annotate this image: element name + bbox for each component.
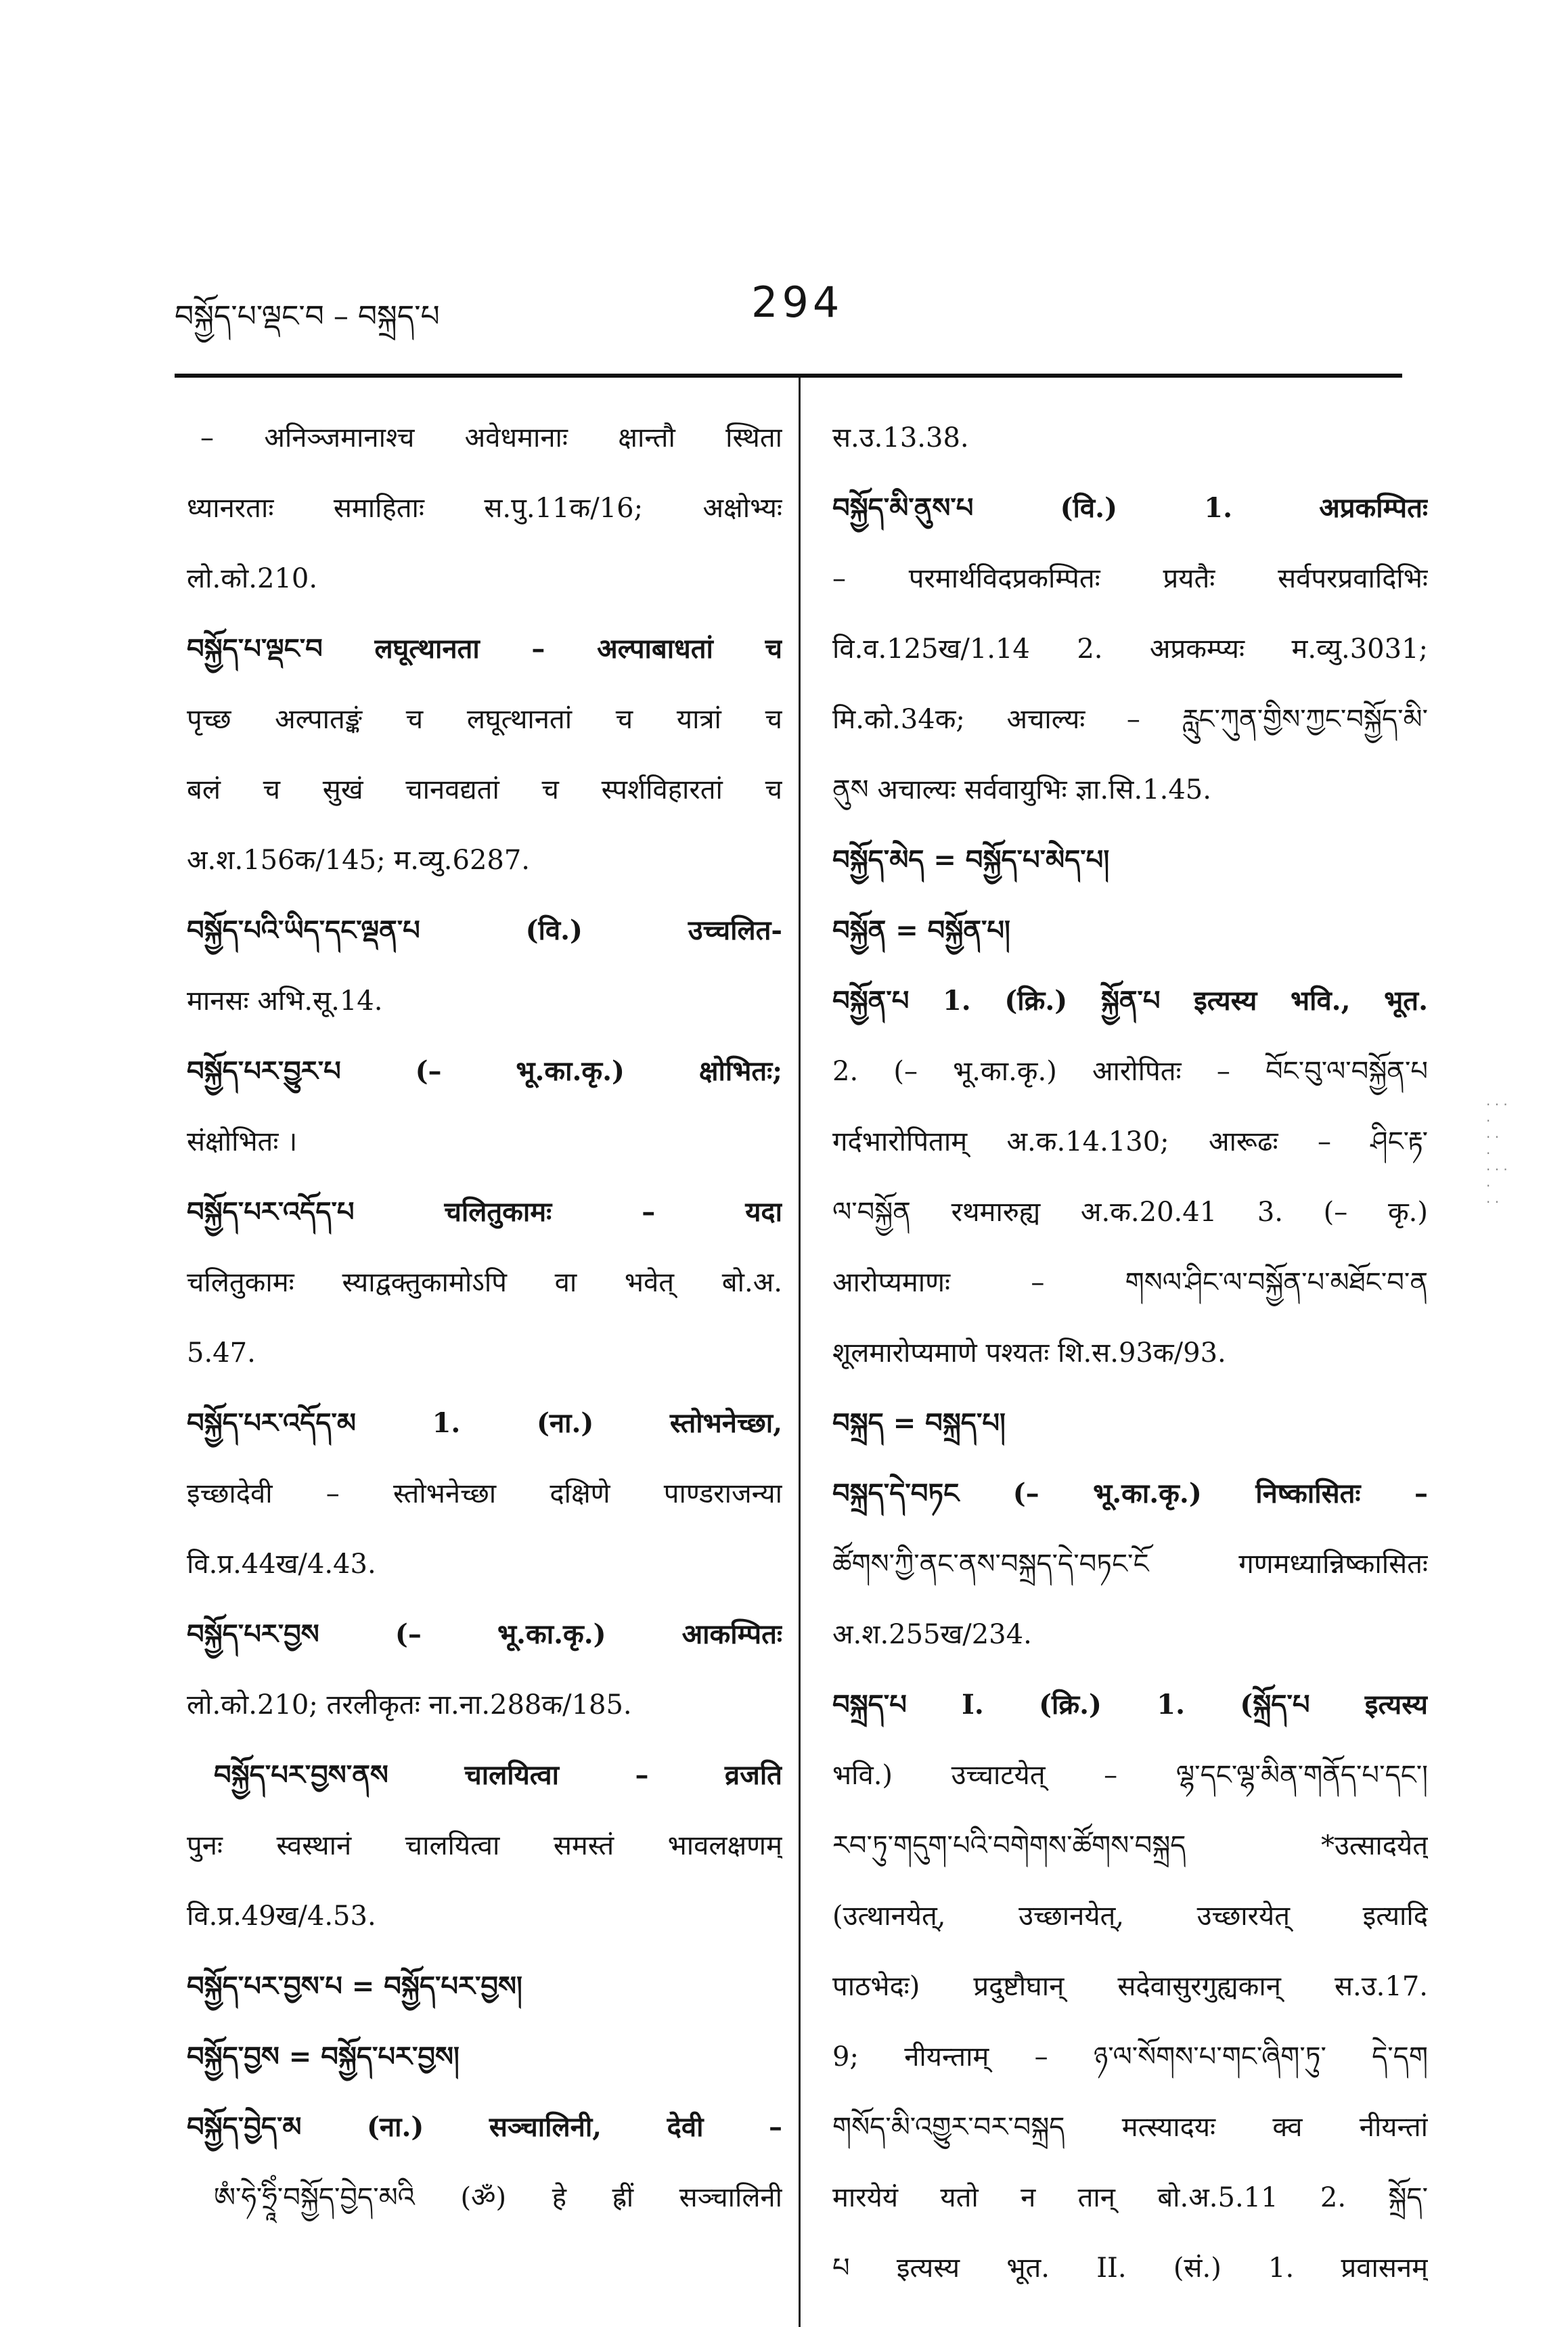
entry-line: वि.व.125ख/1.14 2. अप्रकम्प्यः म.व्यु.3031; [832, 634, 1428, 665]
entry-headword-line: བསྐྱོན་པ 1. (क्रि.) སྐྱོན་པ इत्यस्य भवि., भूत. [832, 985, 1428, 1017]
scan-speckles: · · · · · · · · · · · · · [1486, 1096, 1508, 1210]
entry-headword-line: བསྐྱོད་མི་ནུས་པ (वि.) 1. अप्रकम्पितः [832, 492, 1428, 524]
entry-headword-line: བསྐྱོད་པར་བྱས (– भू.का.कृ.) आकम्पितः [187, 1618, 782, 1650]
entry-headword-line: བསྐྲད་པ I. (क्रि.) 1. (སྐྲོད་པ इत्यस्य [832, 1689, 1428, 1721]
entry-headword-line: བསྐྱོད་པར་བྱས་པ = བསྐྱོད་པར་བྱས། [187, 1970, 522, 2002]
entry-headword-line: བསྐྱོད་མེད = བསྐྱོད་པ་མེད་པ། [832, 844, 1110, 876]
entry-line: པ इत्यस्य भूत. II. (सं.) 1. प्रवासनम् [832, 2253, 1428, 2284]
entry-headword-line: བསྐྱོད་པར་འདོད་པ चलितुकामः – यदा [187, 1196, 782, 1228]
entry-line: གསོད་མི་འགྱུར་བར་བསྐྲད मत्स्यादयः क्व नीयन्तां [832, 2112, 1428, 2143]
entry-line: (उत्थानयेत्, उच्छानयेत्, उच्छारयेत् इत्यादि [832, 1901, 1428, 1932]
entry-headword-line: བསྐྲད = བསྐྲད་པ། [832, 1407, 1006, 1439]
entry-headword-line: བསྐྱོད་པའི་ཡིད་དང་ལྡན་པ (वि.) उच्चलित- [187, 914, 782, 946]
entry-line: इच्छादेवी – स्तोभनेच्छा दक्षिणे पाण्डराजन्या [187, 1478, 782, 1509]
entry-line: རབ་ཏུ་གདུག་པའི་བགེགས་ཚོགས་བསྐྲད *उत्सादयेत् [832, 1830, 1428, 1861]
entry-line: भवि.) उच्चाटयेत् – ལྷ་དང་ལྷ་མིན་གནོད་པ་དང་། [832, 1760, 1428, 1791]
entry-line: ཚོགས་ཀྱི་ནང་ནས་བསྐྲད་དེ་བཏང་ངོ गणमध्यान्निष्कासितः [832, 1549, 1428, 1580]
entry-line: स.उ.13.38. [832, 422, 969, 453]
entry-line: वि.प्र.44ख/4.43. [187, 1549, 376, 1580]
entry-line: 5.47. [187, 1337, 256, 1369]
column-divider [799, 378, 801, 2327]
entry-line: ཨཾ་ཧེ་ཧྲཱིཾ་བསྐྱོད་བྱེད་མའི (ॐ) हे ह्रीं सञ्चालिनी [214, 2182, 782, 2213]
entry-line: संक्षोभितः । [187, 1126, 298, 1157]
entry-line: 2. (– भू.का.कृ.) आरोपितः – བོང་བུ་ལ་བསྐྱོན་པ [832, 1056, 1428, 1087]
entry-headword-line: བསྐྱོད་པ་ལྡང་བ लघूत्थानता – अल्पाबाधतां च [187, 633, 782, 665]
entry-headword-line: བསྐྱོད་བྱེད་མ (ना.) सञ्चालिनी, देवी – [187, 2111, 782, 2143]
entry-line: ནུས अचाल्यः सर्ववायुभिः ज्ञा.सि.1.45. [832, 774, 1211, 805]
entry-headword-line: བསྐྱོད་པར་བྱུར་པ (– भू.का.कृ.) क्षोभितः; [187, 1055, 782, 1087]
left-column [187, 403, 782, 2233]
entry-line: पाठभेदः) प्रदुष्टौघान् सदेवासुरगुह्यकान् स.उ.17. [832, 1971, 1428, 2002]
entry-line: आरोप्यमाणः – གསལ་ཤིང་ལ་བསྐྱོན་པ་མཐོང་བ་ན [832, 1267, 1428, 1298]
entry-line: मानसः अभि.सू.14. [187, 985, 383, 1017]
entry-line: अ.श.156क/145; म.व्यु.6287. [187, 845, 531, 876]
entry-headword-line: བསྐྱོན = བསྐྱོན་པ། [832, 914, 1010, 946]
entry-line: मि.को.34क; अचाल्यः – རླུང་ཀུན་གྱིས་ཀྱང་བསྐྱོད་མི་ [832, 704, 1428, 735]
entry-headword-line: བསྐྱོད་བྱས = བསྐྱོད་པར་བྱས། [187, 2041, 460, 2073]
entry-line: 9; नीयन्ताम् – ཉ་ལ་སོགས་པ་གང་ཞིག་ཏུ་ དེ་དག [832, 2041, 1428, 2073]
entry-line: मारयेयं यतो न तान् बो.अ.5.11 2. སྐྲོད་ [832, 2182, 1428, 2213]
entry-line: बलं च सुखं चानवद्यतां च स्पर्शविहारतां च [187, 774, 782, 805]
entry-headword-line: བསྐྱོད་པར་བྱས་ནས चालयित्वा – व्रजति [214, 1759, 782, 1791]
entry-line: लो.को.210. [187, 563, 318, 594]
entry-line: पुनः स्वस्थानं चालयित्वा समस्तं भावलक्षणम् [187, 1830, 782, 1861]
entry-line: चलितुकामः स्याद्वक्तुकामोऽपि वा भवेत् बो.अ. [187, 1267, 782, 1298]
right-column [832, 403, 1428, 2303]
entry-line: – अनिञ्जमानाश्च अवेधमानाः क्षान्तौ स्थिता [200, 422, 782, 453]
running-head: བསྐྱོད་པ་ལྡང་བ – བསྐྲད་པ [175, 299, 440, 334]
entry-line: वि.प्र.49ख/4.53. [187, 1901, 376, 1932]
entry-headword-line: བསྐྱོད་པར་འདོད་མ 1. (ना.) स्तोभनेच्छा, [187, 1407, 782, 1439]
entry-line: अ.श.255ख/234. [832, 1619, 1032, 1650]
entry-line: – परमार्थविदप्रकम्पितः प्रयतैः सर्वपरप्रवादिभिः [832, 563, 1428, 594]
page-number: 294 [751, 278, 844, 327]
entry-line: पृच्छ अल्पातङ्कं च लघूत्थानतां च यात्रां च [187, 704, 782, 735]
entry-line: ध्यानरताः समाहिताः स.पु.11क/16; अक्षोभ्यः [187, 493, 782, 524]
entry-line: गर्दभारोपिताम् अ.क.14.130; आरूढः – ཤིང་རྟ་ [832, 1126, 1428, 1157]
entry-line: शूलमारोप्यमाणे पश्यतः शि.स.93क/93. [832, 1337, 1226, 1369]
entry-line: लो.को.210; तरलीकृतः ना.ना.288क/185. [187, 1689, 632, 1721]
header-rule [175, 374, 1402, 378]
entry-line: ལ་བསྐྱོན रथमारुह्य अ.क.20.41 3. (– कृ.) [832, 1197, 1428, 1228]
entry-headword-line: བསྐྲད་དེ་བཏང (– भू.का.कृ.) निष्कासितः – [832, 1478, 1428, 1509]
